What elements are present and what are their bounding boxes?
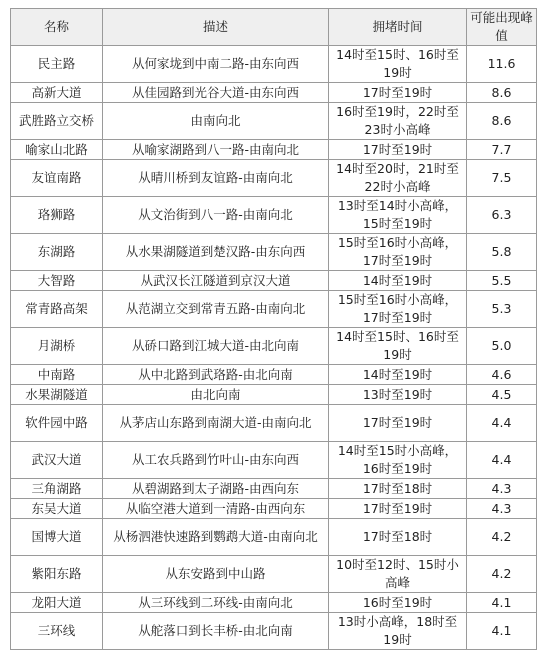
peak-value: 4.2 bbox=[467, 556, 537, 593]
road-description: 从碧湖路到太子湖路-由西向东 bbox=[103, 479, 329, 499]
peak-value: 5.0 bbox=[467, 328, 537, 365]
peak-value: 7.5 bbox=[467, 160, 537, 197]
road-name: 大智路 bbox=[11, 271, 103, 291]
table-row bbox=[11, 271, 537, 291]
table-row bbox=[11, 479, 537, 499]
congestion-time: 14时至15时、16时至19时 bbox=[329, 46, 467, 83]
road-description: 从水果湖隧道到楚汉路-由东向西 bbox=[103, 234, 329, 271]
road-name: 龙阳大道 bbox=[11, 593, 103, 613]
peak-value: 5.8 bbox=[467, 234, 537, 271]
table-row bbox=[11, 365, 537, 385]
table-row bbox=[11, 83, 537, 103]
table-row bbox=[11, 140, 537, 160]
table-row bbox=[11, 519, 537, 556]
road-name: 水果湖隧道 bbox=[11, 385, 103, 405]
road-name: 三环线 bbox=[11, 613, 103, 650]
road-name: 东吴大道 bbox=[11, 499, 103, 519]
road-name: 东湖路 bbox=[11, 234, 103, 271]
road-description: 从临空港大道到一清路-由西向东 bbox=[103, 499, 329, 519]
road-name: 月湖桥 bbox=[11, 328, 103, 365]
road-name: 三角湖路 bbox=[11, 479, 103, 499]
traffic-congestion-table bbox=[10, 8, 537, 650]
road-description: 由北向南 bbox=[103, 385, 329, 405]
peak-value: 7.7 bbox=[467, 140, 537, 160]
road-description: 从晴川桥到友谊路-由南向北 bbox=[103, 160, 329, 197]
road-description: 从喻家湖路到八一路-由南向北 bbox=[103, 140, 329, 160]
road-name: 武汉大道 bbox=[11, 442, 103, 479]
road-name: 民主路 bbox=[11, 46, 103, 83]
peak-value: 11.6 bbox=[467, 46, 537, 83]
table-row bbox=[11, 103, 537, 140]
congestion-time: 17时至19时 bbox=[329, 83, 467, 103]
congestion-time: 13时至14时小高峰，15时至19时 bbox=[329, 197, 467, 234]
road-name: 中南路 bbox=[11, 365, 103, 385]
congestion-time: 15时至16时小高峰，17时至19时 bbox=[329, 291, 467, 328]
peak-value: 4.1 bbox=[467, 613, 537, 650]
peak-value: 4.3 bbox=[467, 499, 537, 519]
congestion-time: 14时至15时小高峰，16时至19时 bbox=[329, 442, 467, 479]
road-name: 紫阳东路 bbox=[11, 556, 103, 593]
congestion-time: 17时至19时 bbox=[329, 140, 467, 160]
congestion-time: 15时至16时小高峰，17时至19时 bbox=[329, 234, 467, 271]
road-description: 从佳园路到光谷大道-由东向西 bbox=[103, 83, 329, 103]
road-name: 软件园中路 bbox=[11, 405, 103, 442]
peak-value: 4.2 bbox=[467, 519, 537, 556]
congestion-time: 13时小高峰，18时至19时 bbox=[329, 613, 467, 650]
peak-value: 4.3 bbox=[467, 479, 537, 499]
table-row bbox=[11, 556, 537, 593]
road-description: 从文治街到八一路-由南向北 bbox=[103, 197, 329, 234]
table-row bbox=[11, 442, 537, 479]
congestion-time: 14时至20时，21时至22时小高峰 bbox=[329, 160, 467, 197]
peak-value: 8.6 bbox=[467, 103, 537, 140]
road-description: 从舵落口到长丰桥-由北向南 bbox=[103, 613, 329, 650]
table-row bbox=[11, 593, 537, 613]
header-peak-value: 可能出现峰值 bbox=[467, 9, 537, 46]
road-description: 从茅店山东路到南湖大道-由南向北 bbox=[103, 405, 329, 442]
congestion-time: 17时至18时 bbox=[329, 519, 467, 556]
road-name: 珞狮路 bbox=[11, 197, 103, 234]
peak-value: 6.3 bbox=[467, 197, 537, 234]
table-row bbox=[11, 328, 537, 365]
table-row bbox=[11, 405, 537, 442]
table-row bbox=[11, 160, 537, 197]
congestion-time: 17时至18时 bbox=[329, 479, 467, 499]
road-description: 由南向北 bbox=[103, 103, 329, 140]
congestion-time: 14时至19时 bbox=[329, 271, 467, 291]
road-name: 武胜路立交桥 bbox=[11, 103, 103, 140]
peak-value: 4.6 bbox=[467, 365, 537, 385]
table-header-row bbox=[11, 9, 537, 46]
congestion-time: 13时至19时 bbox=[329, 385, 467, 405]
traffic-table-container bbox=[10, 8, 536, 650]
road-name: 友谊南路 bbox=[11, 160, 103, 197]
table-row bbox=[11, 291, 537, 328]
road-name: 高新大道 bbox=[11, 83, 103, 103]
road-description: 从中北路到武珞路-由北向南 bbox=[103, 365, 329, 385]
table-row bbox=[11, 385, 537, 405]
congestion-time: 16时至19时 bbox=[329, 593, 467, 613]
header-congestion-time: 拥堵时间 bbox=[329, 9, 467, 46]
table-row bbox=[11, 613, 537, 650]
peak-value: 4.4 bbox=[467, 442, 537, 479]
header-description: 描述 bbox=[103, 9, 329, 46]
road-description: 从工农兵路到竹叶山-由东向西 bbox=[103, 442, 329, 479]
peak-value: 4.1 bbox=[467, 593, 537, 613]
congestion-time: 16时至19时，22时至23时小高峰 bbox=[329, 103, 467, 140]
peak-value: 5.3 bbox=[467, 291, 537, 328]
road-name: 常青路高架 bbox=[11, 291, 103, 328]
road-description: 从硚口路到江城大道-由北向南 bbox=[103, 328, 329, 365]
road-description: 从三环线到二环线-由南向北 bbox=[103, 593, 329, 613]
congestion-time: 17时至19时 bbox=[329, 499, 467, 519]
road-description: 从武汉长江隧道到京汉大道 bbox=[103, 271, 329, 291]
road-description: 从范湖立交到常青五路-由南向北 bbox=[103, 291, 329, 328]
road-name: 喻家山北路 bbox=[11, 140, 103, 160]
peak-value: 4.5 bbox=[467, 385, 537, 405]
table-row bbox=[11, 46, 537, 83]
peak-value: 4.4 bbox=[467, 405, 537, 442]
header-name: 名称 bbox=[11, 9, 103, 46]
table-row bbox=[11, 197, 537, 234]
table-row bbox=[11, 234, 537, 271]
peak-value: 8.6 bbox=[467, 83, 537, 103]
table-row bbox=[11, 499, 537, 519]
road-description: 从东安路到中山路 bbox=[103, 556, 329, 593]
peak-value: 5.5 bbox=[467, 271, 537, 291]
road-name: 国博大道 bbox=[11, 519, 103, 556]
road-description: 从杨泗港快速路到鹦鹉大道-由南向北 bbox=[103, 519, 329, 556]
congestion-time: 17时至19时 bbox=[329, 405, 467, 442]
congestion-time: 14时至19时 bbox=[329, 365, 467, 385]
road-description: 从何家垅到中南二路-由东向西 bbox=[103, 46, 329, 83]
congestion-time: 14时至15时、16时至19时 bbox=[329, 328, 467, 365]
congestion-time: 10时至12时、15时小高峰 bbox=[329, 556, 467, 593]
